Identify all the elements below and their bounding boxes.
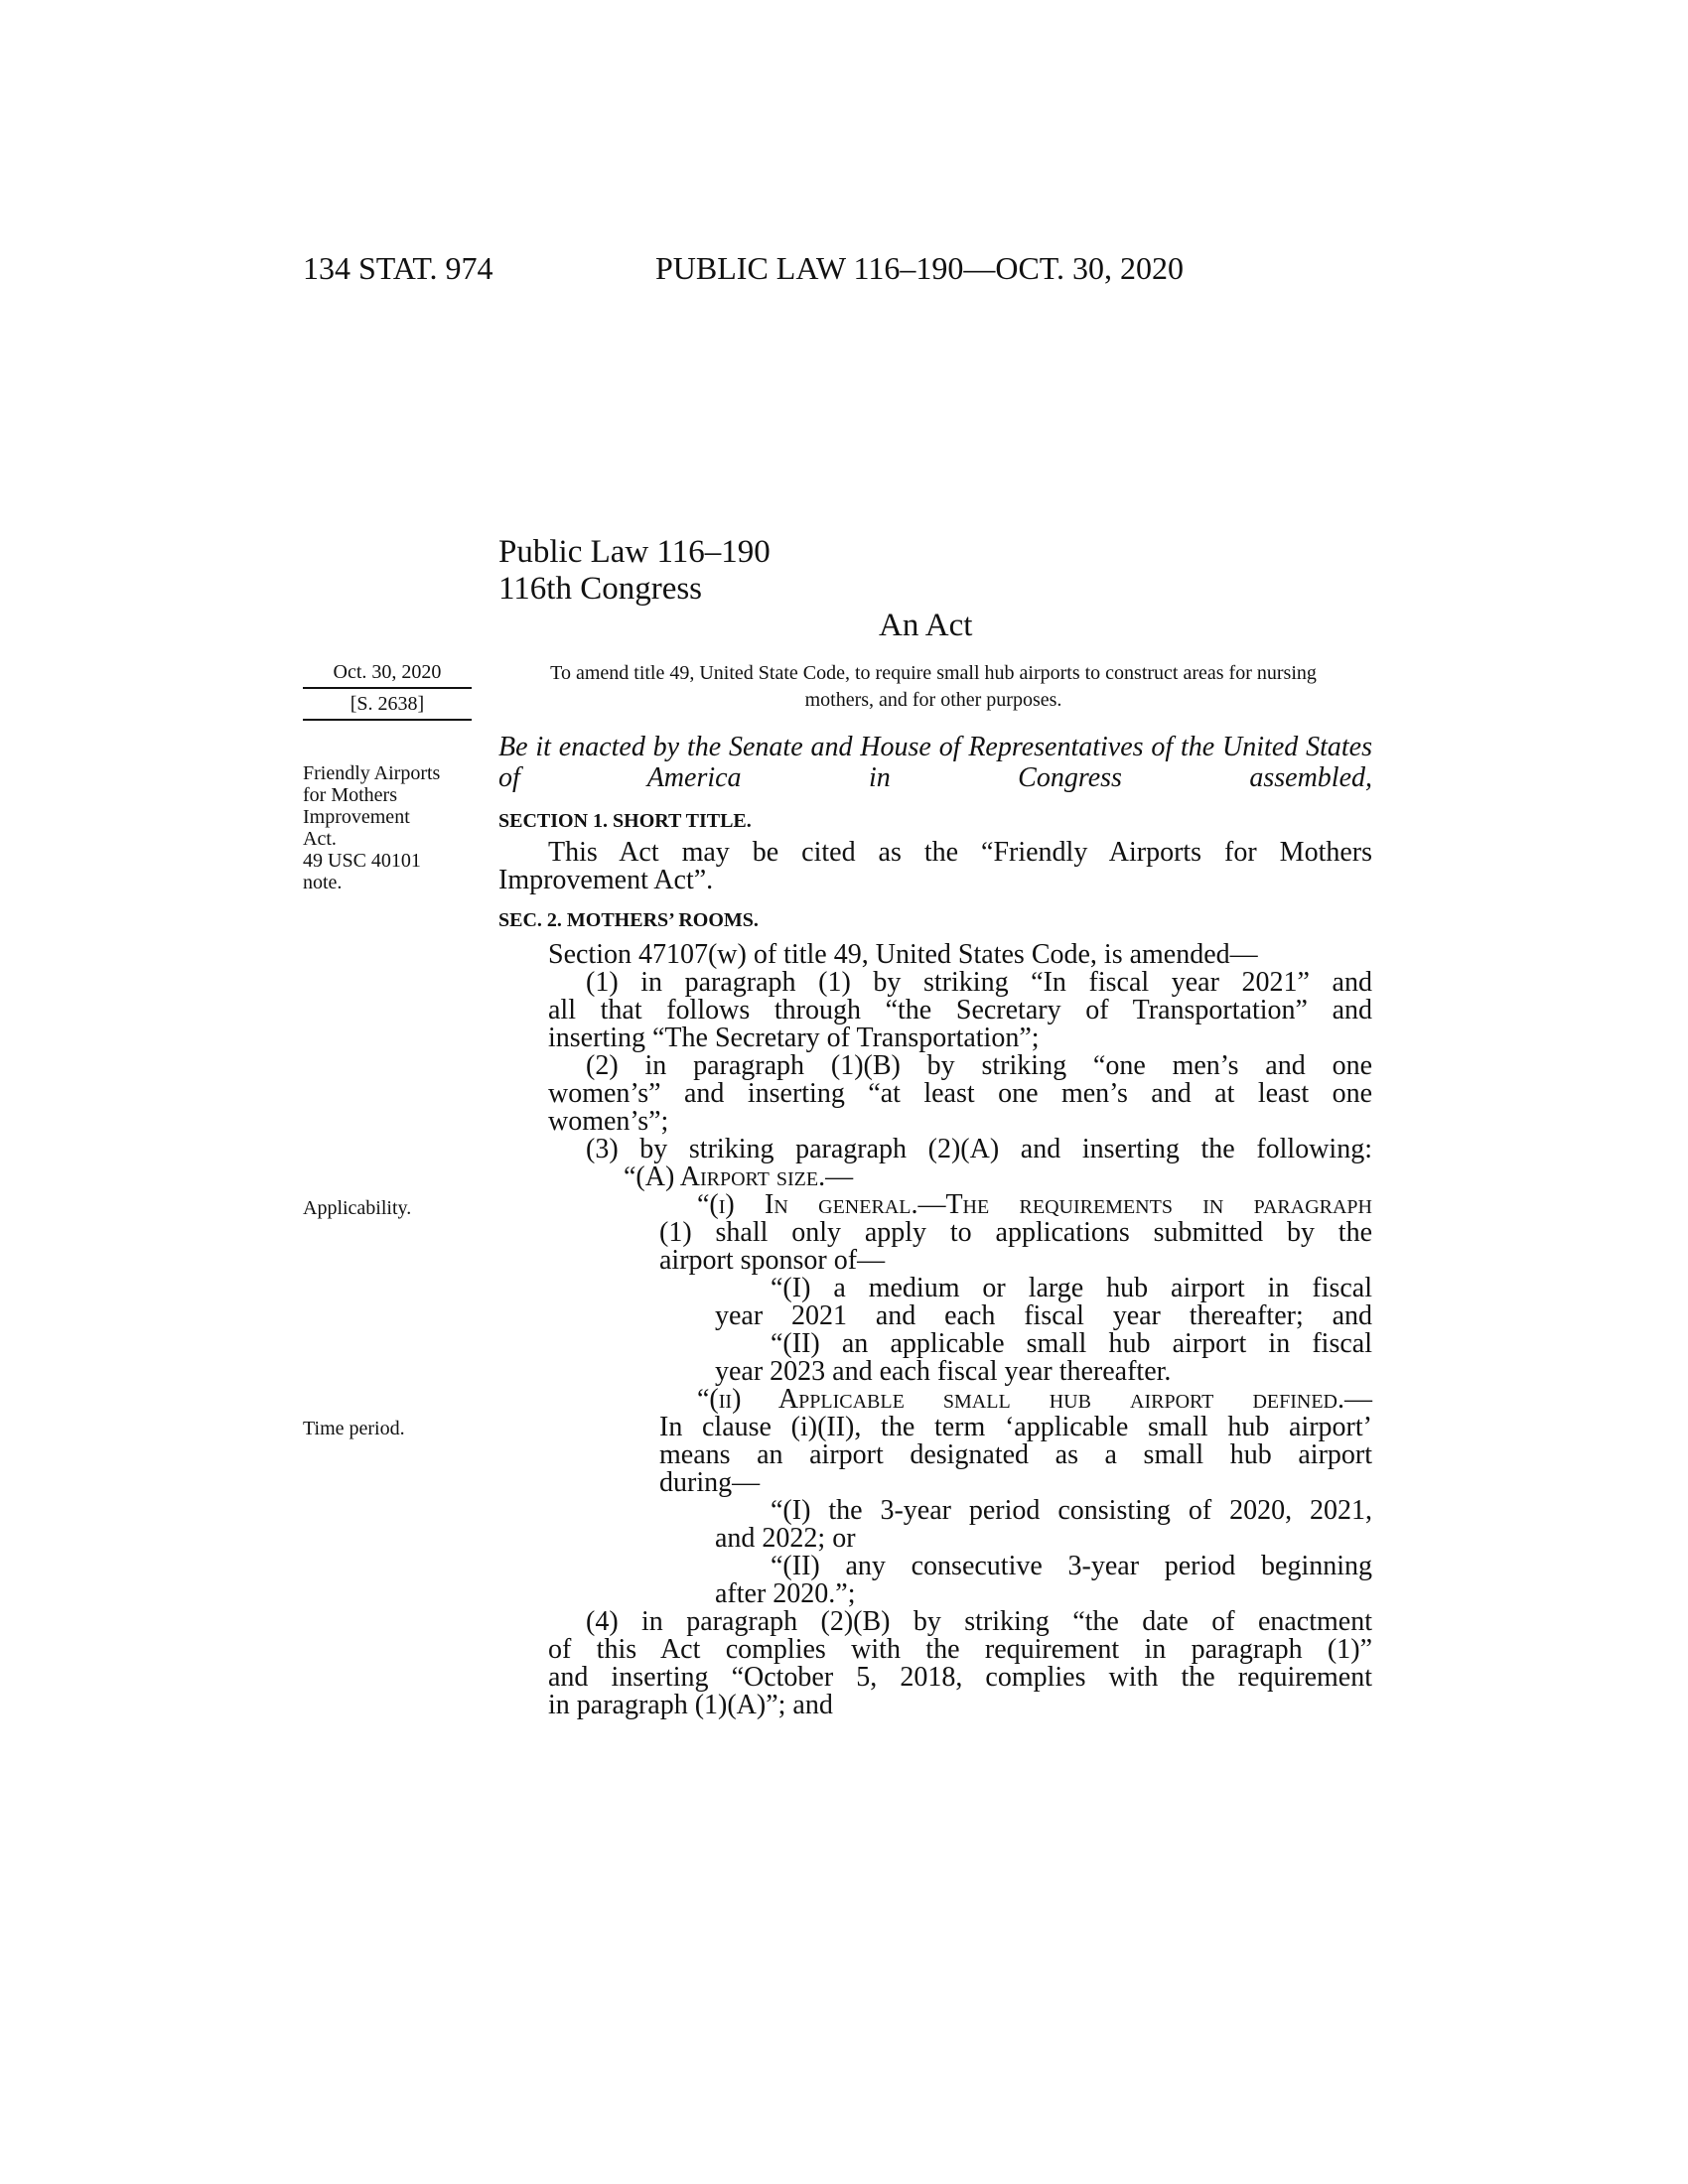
body-line: of this Act complies with the requirement in paragraph (1)”: [548, 1634, 1372, 1665]
bill-number: [S. 2638]: [350, 693, 425, 715]
margin-rule-bottom: [303, 719, 472, 721]
body-line: and inserting “October 5, 2018, complies with the requirement: [548, 1662, 1372, 1693]
body-line: Section 47107(w) of title 49, United States Code, is amended—: [548, 939, 1258, 970]
body-line: (1) in paragraph (1) by striking “In fiscal year 2021” and: [586, 967, 1372, 998]
body-line: all that follows through “the Secretary of Transportation” and: [548, 995, 1372, 1025]
margin-rule-top: [303, 687, 472, 689]
body-line: inserting “The Secretary of Transportation”;: [548, 1023, 1040, 1053]
margin-note-time-period: Time period.: [303, 1418, 405, 1439]
body-line: airport sponsor of—: [659, 1245, 886, 1276]
section-2-heading: SEC. 2. MOTHERS’ ROOMS.: [498, 909, 759, 931]
body-line: “(i) In general.—The requirements in paragraph: [697, 1189, 1372, 1220]
body-line: “(II) any consecutive 3-year period beginning: [771, 1551, 1372, 1581]
body-line: after 2020.”;: [715, 1578, 856, 1609]
act-heading: An Act: [879, 608, 973, 643]
body-line: (2) in paragraph (1)(B) by striking “one men’s and one: [586, 1050, 1372, 1081]
body-line: “(II) an applicable small hub airport in fiscal: [771, 1328, 1372, 1359]
body-line: women’s”;: [548, 1106, 669, 1137]
page-citation: 134 STAT. 974: [303, 250, 493, 286]
body-line: In clause (i)(II), the term ‘applicable small hub airport’: [659, 1412, 1372, 1442]
long-title: To amend title 49, United State Code, to require small hub airports to construct areas for nursing mothers, and for other purposes.: [550, 662, 1317, 711]
body-line: (4) in paragraph (2)(B) by striking “the date of enactment: [586, 1606, 1372, 1637]
enactment-date: Oct. 30, 2020: [333, 661, 442, 683]
body-line: “(I) the 3-year period consisting of 2020, 2021,: [771, 1495, 1372, 1526]
body-line: in paragraph (1)(A)”; and: [548, 1690, 833, 1720]
margin-note-line: for Mothers: [303, 784, 397, 806]
margin-note-line: note.: [303, 872, 343, 893]
section-1-text-line: Improvement Act”.: [498, 865, 714, 895]
margin-note-line: 49 USC 40101: [303, 850, 421, 872]
margin-note-line: Improvement: [303, 806, 410, 828]
body-line: (3) by striking paragraph (2)(A) and inserting the following:: [586, 1134, 1372, 1164]
section-1-heading: SECTION 1. SHORT TITLE.: [498, 810, 752, 832]
section-1-text-line: This Act may be cited as the “Friendly Airports for Mothers: [548, 837, 1372, 868]
body-line: “(A) Airport size.—: [624, 1161, 854, 1192]
body-line: year 2023 and each fiscal year thereafter.: [715, 1356, 1172, 1387]
running-header: PUBLIC LAW 116–190—OCT. 30, 2020: [655, 250, 1184, 286]
body-line: “(ii) Applicable small hub airport defined.—: [697, 1384, 1372, 1415]
body-line: during—: [659, 1467, 761, 1498]
margin-note-line: Friendly Airports: [303, 762, 441, 784]
margin-note-applicability: Applicability.: [303, 1197, 412, 1219]
body-line: means an airport designated as a small hub airport: [659, 1439, 1372, 1470]
body-line: women’s” and inserting “at least one men’s and at least one: [548, 1078, 1372, 1109]
enacting-clause: Be it enacted by the Senate and House of Representatives of the United States of America in Congress assembled,: [498, 732, 1372, 793]
public-law-number: Public Law 116–190: [498, 534, 771, 570]
body-line: “(I) a medium or large hub airport in fiscal: [771, 1273, 1372, 1303]
margin-note-line: Act.: [303, 828, 337, 850]
body-line: and 2022; or: [715, 1523, 856, 1554]
margin-note-short-title: [303, 762, 440, 893]
body-line: year 2021 and each fiscal year thereafter; and: [715, 1300, 1372, 1331]
congress-number: 116th Congress: [498, 571, 703, 607]
body-line: (1) shall only apply to applications submitted by the: [659, 1217, 1372, 1248]
